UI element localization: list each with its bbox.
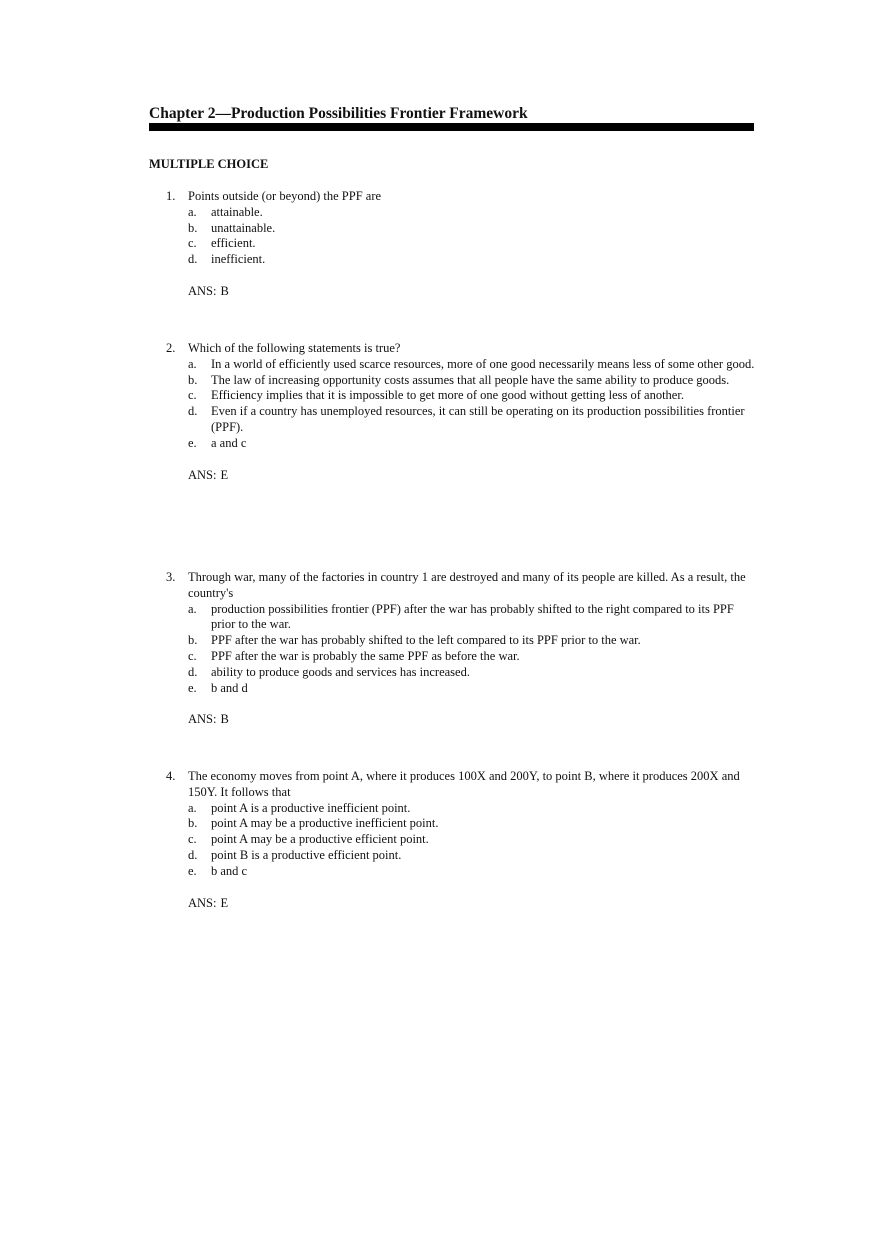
answer-value: B [220,712,229,727]
question-text: Which of the following statements is true? [188,341,401,355]
question-4 [166,769,756,911]
question-number: 2. [166,341,176,355]
option-list [166,357,756,452]
question-1 [166,189,756,300]
option-b [166,633,756,649]
question-number: 4. [166,769,176,783]
answer-key [166,712,756,728]
answer-value: B [220,283,229,298]
chapter-title: Chapter 2—Production Possibilities Frontier Framework [149,105,528,122]
option-letter: a. [188,204,197,219]
option-text: Efficiency implies that it is impossible to get more of one good without getting less of another. [211,388,684,403]
question-stem [166,341,756,357]
option-letter: d. [188,252,198,267]
section-heading: MULTIPLE CHOICE [149,157,269,171]
option-text: point A may be a productive inefficient point. [211,816,439,831]
option-c [166,388,756,404]
option-b [166,373,756,389]
option-e [166,864,756,880]
option-b [166,816,756,832]
question-2 [166,341,756,483]
answer-key [166,468,756,484]
option-c [166,236,756,252]
question-text: The economy moves from point A, where it produces 100X and 200Y, to point B, where it produces 200X and 150Y. It follows that [188,769,740,799]
option-text: unattainable. [211,220,276,235]
answer-label: ANS: [188,283,217,298]
question-stem [166,769,756,801]
option-letter: c. [188,648,197,663]
answer-label: ANS: [188,467,217,482]
answer-key [166,284,756,300]
option-letter: e. [188,863,197,878]
option-c [166,649,756,665]
option-letter: b. [188,633,198,648]
option-text: point A is a productive inefficient point. [211,800,411,815]
option-letter: c. [188,236,197,251]
question-number: 1. [166,189,176,203]
question-number: 3. [166,570,176,584]
question-3 [166,570,756,728]
option-e [166,681,756,697]
option-a [166,357,756,373]
answer-value: E [220,895,229,910]
option-a [166,602,756,634]
option-letter: d. [188,847,198,862]
option-text: efficient. [211,236,256,251]
option-a [166,801,756,817]
option-letter: a. [188,800,197,815]
option-text: attainable. [211,204,263,219]
option-letter: b. [188,220,198,235]
option-c [166,832,756,848]
option-list [166,801,756,880]
answer-label: ANS: [188,712,217,727]
question-text: Points outside (or beyond) the PPF are [188,189,382,203]
question-stem [166,189,756,205]
option-b [166,221,756,237]
option-text: inefficient. [211,252,266,267]
option-letter: b. [188,816,198,831]
option-letter: c. [188,388,197,403]
option-list [166,205,756,268]
answer-label: ANS: [188,895,217,910]
option-text: production possibilities frontier (PPF) after the war has probably shifted to the right compared to its PPF prior to the war. [211,601,734,632]
option-letter: a. [188,356,197,371]
option-letter: e. [188,680,197,695]
option-text: point B is a productive efficient point. [211,847,402,862]
option-letter: b. [188,372,198,387]
answer-key [166,896,756,912]
option-d [166,665,756,681]
option-text: Even if a country has unemployed resources, it can still be operating on its production possibilities frontier (PPF). [211,404,745,434]
option-list [166,602,756,697]
option-letter: c. [188,832,197,847]
option-text: ability to produce goods and services has increased. [211,664,470,679]
option-text: In a world of efficiently used scarce resources, more of one good necessarily means less of some other good. [211,356,755,371]
option-d [166,848,756,864]
option-letter: d. [188,664,198,679]
question-stem [166,570,756,602]
answer-value: E [220,467,229,482]
option-text: b and d [211,680,248,695]
question-text: Through war, many of the factories in country 1 are destroyed and many of its people are killed. As a result, the country's [188,570,746,600]
option-d [166,404,756,436]
option-letter: d. [188,404,198,419]
option-a [166,205,756,221]
option-text: b and c [211,863,248,878]
option-text: PPF after the war is probably the same PPF as before the war. [211,648,520,663]
title-rule [149,123,754,131]
option-e [166,436,756,452]
option-letter: a. [188,601,197,616]
option-text: PPF after the war has probably shifted to the left compared to its PPF prior to the war. [211,633,641,648]
option-text: point A may be a productive efficient point. [211,832,429,847]
option-text: The law of increasing opportunity costs assumes that all people have the same ability to produce goods. [211,372,730,387]
option-letter: e. [188,435,197,450]
option-d [166,252,756,268]
option-text: a and c [211,435,247,450]
